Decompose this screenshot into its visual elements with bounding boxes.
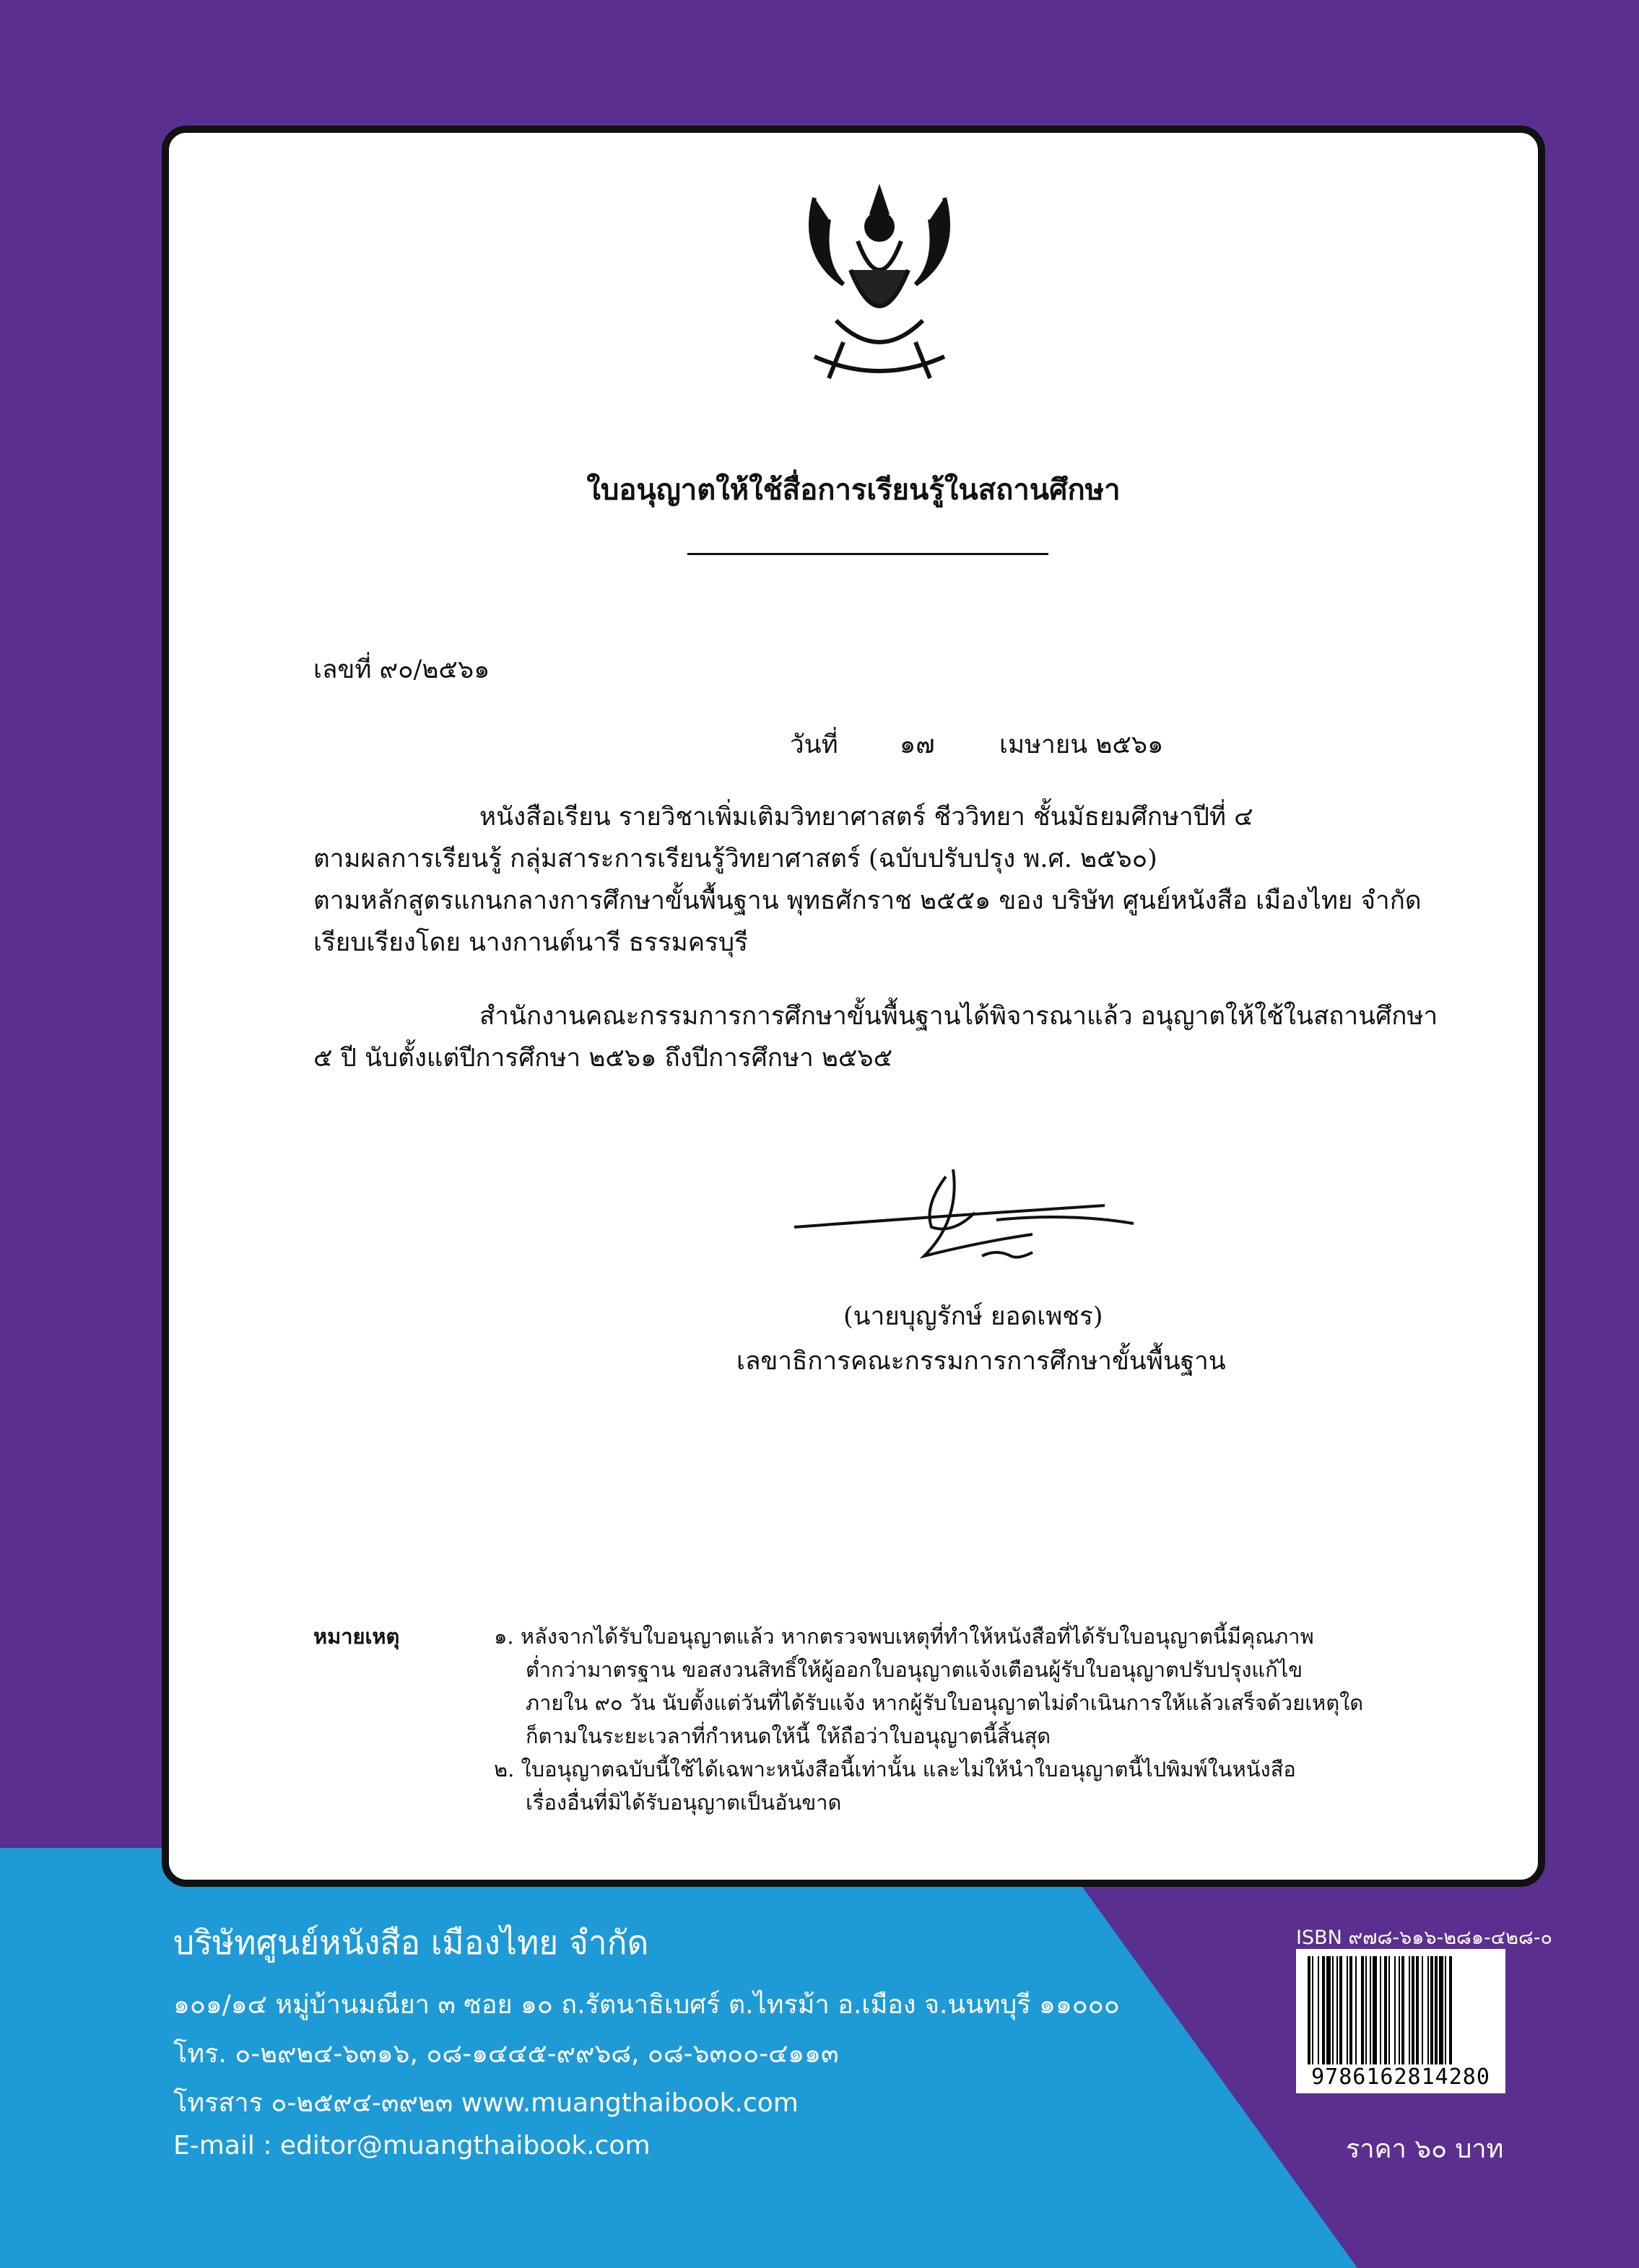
barcode-bar (1365, 1956, 1367, 2064)
paragraph-1-line-3: ตามหลักสูตรแกนกลางการศึกษาขั้นพื้นฐาน พุทธศักราช ๒๕๕๑ ของ บริษัท ศูนย์หนังสือ เมืองไทย จำกัด (313, 886, 1422, 915)
barcode-bar (1370, 1956, 1371, 2064)
barcode-bar (1399, 1956, 1400, 2064)
barcode-bar (1318, 1956, 1319, 2064)
barcode-bar (1332, 1956, 1334, 2064)
note-2-line-1: ๒. ใบอนุญาตฉบับนี้ใช้ได้เฉพาะหนังสือนี้เท่านั้น และไม่ให้นำใบอนุญาตนี้ไปพิมพ์ในหนังสือ (494, 1757, 1296, 1781)
publisher-address: ๑๐๑/๑๔ หมู่บ้านมณียา ๓ ซอย ๑๐ ถ.รัตนาธิเบศร์ ต.ไทรม้า อ.เมือง จ.นนทบุรี ๑๑๐๐๐ (173, 1990, 1120, 2020)
barcode-bar (1312, 1956, 1313, 2064)
barcode-bar (1416, 1956, 1419, 2064)
signature-icon (794, 1148, 1141, 1292)
barcode-bar (1430, 1956, 1433, 2064)
date-label: วันที่ (790, 730, 838, 759)
barcode-bar (1373, 1956, 1377, 2064)
barcode-bar (1380, 1956, 1381, 2064)
barcode-bars (1306, 1956, 1495, 2064)
paragraph-1-line-2: ตามผลการเรียนรู้ กลุ่มสาระการเรียนรู้วิทยาศาสตร์ (ฉบับปรับปรุง พ.ศ. ๒๕๖๐) (313, 845, 1157, 873)
barcode-bar (1336, 1956, 1338, 2064)
barcode-bar (1384, 1956, 1387, 2064)
price-label: ราคา ๖๐ บาท (1346, 2134, 1504, 2164)
garuda-emblem-icon (771, 176, 988, 393)
barcode-bar (1326, 1956, 1331, 2064)
paragraph-2-line-1: สำนักงานคณะกรรมการการศึกษาขั้นพื้นฐานได้พิจารณาแล้ว อนุญาตให้ใช้ในสถานศึกษา (479, 1002, 1438, 1031)
paragraph-1-line-1: หนังสือเรียน รายวิชาเพิ่มเติมวิทยาศาสตร์ ชีววิทยา ชั้นมัธยมศึกษาปีที่ ๔ (479, 803, 1253, 832)
note-2-line-2: เรื่องอื่นที่มิได้รับอนุญาตเป็นอันขาด (526, 1790, 842, 1815)
barcode-bar (1401, 1956, 1404, 2064)
date-month-year: เมษายน ๒๕๖๑ (999, 730, 1164, 759)
barcode-bar (1427, 1956, 1429, 2064)
publisher-email: E-mail : editor@muangthaibook.com (173, 2131, 651, 2160)
title-underline (687, 553, 1048, 555)
paragraph-2-line-2: ๕ ปี นับตั้งแต่ปีการศึกษา ๒๕๖๑ ถึงปีการศึกษา ๒๕๖๕ (313, 1044, 893, 1073)
barcode-bar (1361, 1956, 1364, 2064)
barcode-bar (1445, 1956, 1446, 2064)
note-1-line-4: ก็ตามในระยะเวลาที่กำหนดให้นี้ ให้ถือว่าใบอนุญาตนี้สิ้นสุด (526, 1724, 1051, 1748)
license-number: เลขที่ ๙๐/๒๕๖๑ (313, 655, 490, 684)
barcode-bar (1422, 1956, 1423, 2064)
publisher-name: บริษัทศูนย์หนังสือ เมืองไทย จำกัด (173, 1923, 649, 1962)
signer-title: เลขาธิการคณะกรรมการการศึกษาขั้นพื้นฐาน (736, 1347, 1226, 1376)
paragraph-1-line-4: เรียบเรียงโดย นางกานต์นารี ธรรมครบุรี (313, 928, 748, 957)
isbn-barcode (1296, 1949, 1505, 2093)
note-1-line-2: ต่ำกว่ามาตรฐาน ขอสงวนสิทธิ์ให้ผู้ออกใบอนุญาตแจ้งเตือนผู้รับใบอนุญาตปรับปรุงแก้ไข (526, 1657, 1303, 1682)
publisher-phone: โทร. ๐-๒๙๒๔-๖๓๑๖, ๐๘-๑๔๔๕-๙๙๖๘, ๐๘-๖๓๐๐-๔๑๑๓ (173, 2039, 839, 2069)
signer-name: (นายบุญรักษ์ ยอดเพชร) (843, 1302, 1103, 1331)
barcode-bar (1394, 1956, 1396, 2064)
publisher-fax-website: โทรสาร ๐-๒๕๙๔-๓๙๒๓ www.muangthaibook.com (173, 2088, 799, 2118)
notes-label: หมายเหตุ (313, 1624, 400, 1649)
isbn-label: ISBN ๙๗๘-๖๑๖-๒๘๑-๔๒๘-๐ (1296, 1927, 1553, 1949)
date-day: ๑๗ (900, 730, 935, 759)
license-letter (162, 126, 1545, 1887)
barcode-bar (1347, 1956, 1348, 2064)
barcode-bar (1412, 1956, 1414, 2064)
barcode-bar (1449, 1956, 1452, 2064)
note-1-line-3: ภายใน ๙๐ วัน นับตั้งแต่วันที่ได้รับแจ้ง หากผู้รับใบอนุญาตไม่ดำเนินการให้แล้วเสร็จด้วยเหตุใด (526, 1691, 1364, 1715)
barcode-digits: 9786162814280 (1311, 2064, 1490, 2090)
note-1-line-1: ๑. หลังจากได้รับใบอนุญาตแล้ว หากตรวจพบเหตุที่ทำให้หนังสือที่ได้รับใบอนุญาตนี้มีคุณภาพ (494, 1624, 1314, 1649)
license-title: ใบอนุญาตให้ใช้สื่อการเรียนรู้ในสถานศึกษา (586, 473, 1121, 507)
barcode-bar (1435, 1956, 1438, 2064)
barcode-bar (1349, 1956, 1352, 2064)
barcode-bar (1409, 1956, 1410, 2064)
barcode-bar (1355, 1956, 1357, 2064)
barcode-bar (1339, 1956, 1342, 2064)
barcode-bar (1308, 1956, 1310, 2064)
barcode-bar (1388, 1956, 1390, 2064)
barcode-bar (1322, 1956, 1325, 2064)
barcode-bar (1439, 1956, 1443, 2064)
